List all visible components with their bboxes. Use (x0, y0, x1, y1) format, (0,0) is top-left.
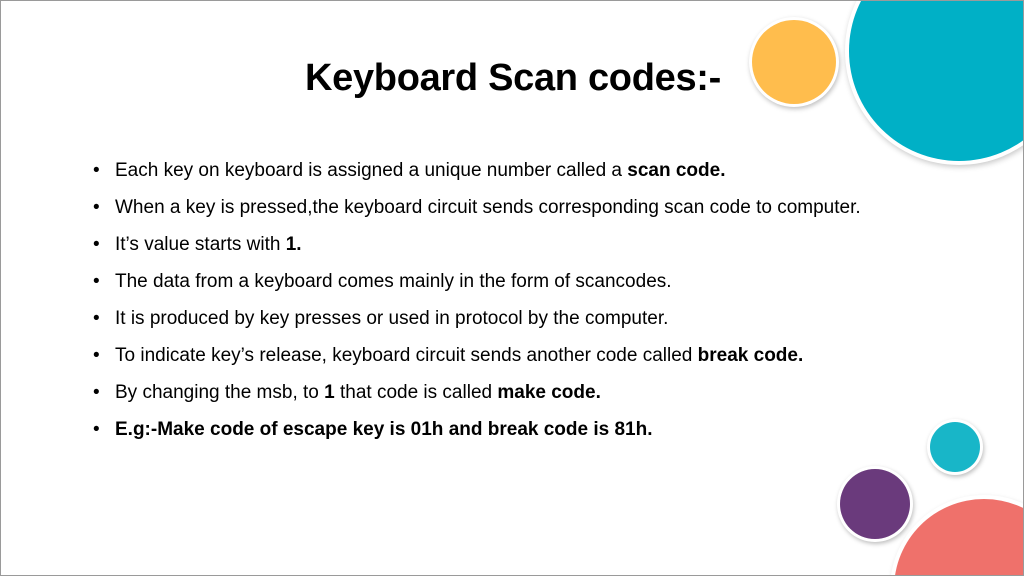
bullet-dot: • (93, 160, 100, 181)
bullet-dot: • (93, 271, 100, 292)
bullet-dot: • (93, 419, 100, 440)
bullet-text: By changing the msb, to (115, 382, 325, 403)
bullet-text: It’s value starts with (115, 234, 286, 255)
bullet-item (90, 380, 950, 405)
bullet-text: When a key is pressed,the keyboard circuit sends corresponding scan code to computer. (115, 197, 861, 218)
bullet-emphasis: make code. (497, 382, 601, 403)
bullet-emphasis: scan code. (627, 160, 726, 181)
slide-title: Keyboard Scan codes:- (304, 57, 722, 99)
bullet-item (90, 306, 950, 331)
bullet-text: It is produced by key presses or used in protocol by the computer. (115, 308, 669, 329)
bullet-item (90, 232, 950, 257)
bullet-item (90, 195, 950, 220)
salmon-circle (894, 499, 1024, 576)
bullet-text: To indicate key’s release, keyboard circuit sends another code called (115, 345, 698, 366)
bullet-emphasis: 1. (285, 234, 302, 255)
bullet-dot: • (93, 308, 100, 329)
bullet-item (90, 417, 950, 442)
bullet-dot: • (93, 197, 100, 218)
bullet-item (90, 158, 950, 183)
bullet-dot: • (93, 345, 100, 366)
bullet-item (90, 269, 950, 294)
bullet-example-text: E.g:-Make code of escape key is 01h and break code is 81h. (115, 419, 653, 440)
bullet-list (90, 158, 950, 454)
bullet-dot: • (93, 382, 100, 403)
bullet-emphasis: break code. (697, 345, 804, 366)
bullet-emphasis: 1 (324, 382, 335, 403)
bullet-text: The data from a keyboard comes mainly in the form of scancodes. (115, 271, 672, 292)
bullet-item (90, 343, 950, 368)
bullet-dot: • (93, 234, 100, 255)
bullet-text: that code is called (334, 382, 498, 403)
bullet-text: Each key on keyboard is assigned a unique number called a (115, 160, 628, 181)
purple-circle (840, 469, 910, 539)
